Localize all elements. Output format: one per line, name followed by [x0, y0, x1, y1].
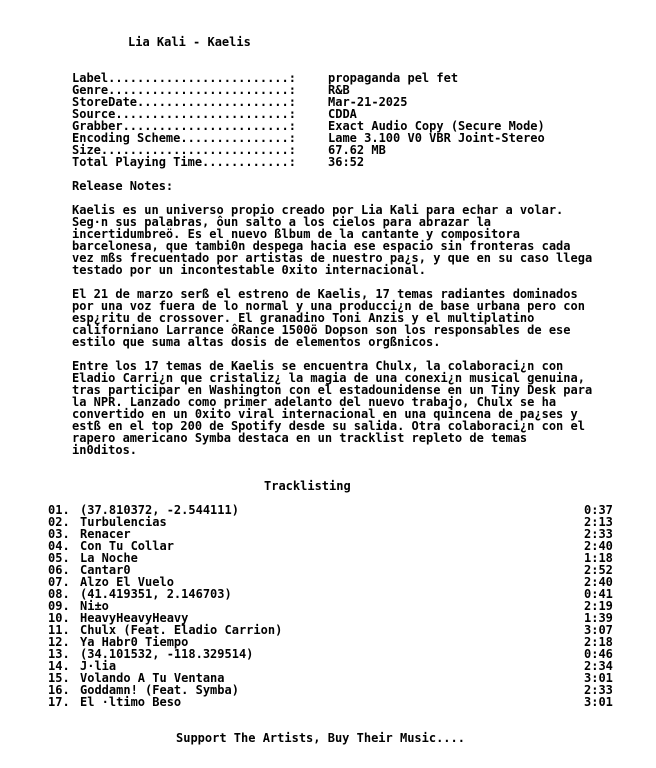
- release-notes-line: esp¿ritu de crossover. El granadino Toni Anzis y el multiplatino: [72, 311, 535, 325]
- info-label: Label.........................:: [72, 71, 304, 85]
- track-title: Goddamn! (Feat. Symba): [80, 683, 239, 697]
- track-number: 12.: [48, 635, 70, 649]
- release-notes-line: Entre los 17 temas de Kaelis se encuentra Chulx, la colaboraci¿n con: [72, 359, 564, 373]
- track-title: Turbulencias: [80, 515, 167, 529]
- track-number: 02.: [48, 515, 70, 529]
- track-duration: 3:07: [584, 623, 613, 637]
- track-title: J·lia: [80, 659, 117, 673]
- info-value: propaganda pel fet: [328, 71, 459, 85]
- track-number: 05.: [48, 551, 70, 565]
- track-duration: 1:18: [584, 551, 613, 565]
- track-title: El ·ltimo Beso: [80, 695, 182, 709]
- info-value: R&B: [328, 83, 350, 97]
- track-title: (41.419351, 2.146703): [80, 587, 232, 601]
- info-value: Lame 3.100 V0 VBR Joint-Stereo: [328, 131, 545, 145]
- release-notes-line: El 21 de marzo serß el estreno de Kaelis, 17 temas radiantes dominados: [72, 287, 578, 301]
- track-title: Renacer: [80, 527, 131, 541]
- info-label: Total Playing Time............:: [72, 155, 304, 169]
- info-value: 36:52: [328, 155, 365, 169]
- track-number: 07.: [48, 575, 70, 589]
- release-notes-line: Kaelis es un universo propio creado por Lia Kali para echar a volar.: [72, 203, 564, 217]
- track-title: (34.101532, -118.329514): [80, 647, 254, 661]
- info-label: StoreDate.....................:: [72, 95, 304, 109]
- release-notes-line: estß en el top 200 de Spotify desde su salida. Otra colaboraci¿n con el: [72, 419, 585, 433]
- release-notes-line: vez mßs frecuentado por artistas de nuestro pa¿s, y que en su caso llega: [72, 251, 593, 265]
- track-title: Ni±o: [80, 599, 109, 613]
- track-duration: 3:01: [584, 695, 613, 709]
- track-number: 04.: [48, 539, 70, 553]
- track-duration: 0:37: [584, 503, 613, 517]
- info-label: Size..........................:: [72, 143, 304, 157]
- track-duration: 2:33: [584, 683, 613, 697]
- track-duration: 2:13: [584, 515, 613, 529]
- release-notes-line: convertido en un 0xito viral internacional en una quincena de pa¿ses y: [72, 407, 578, 421]
- track-number: 11.: [48, 623, 70, 637]
- track-number: 03.: [48, 527, 70, 541]
- track-title: Ya Habr0 Tiempo: [80, 635, 189, 649]
- track-number: 16.: [48, 683, 70, 697]
- track-number: 13.: [48, 647, 70, 661]
- album-title: Lia Kali - Kaelis: [128, 35, 251, 49]
- track-title: Cantar0: [80, 563, 131, 577]
- track-title: Volando A Tu Ventana: [80, 671, 225, 685]
- track-number: 14.: [48, 659, 70, 673]
- track-title: Con Tu Collar: [80, 539, 174, 553]
- release-notes-line: Seg·n sus palabras, ôun salto a los cielos para abrazar la: [72, 215, 492, 229]
- track-duration: 2:40: [584, 575, 613, 589]
- track-duration: 0:41: [584, 587, 613, 601]
- track-duration: 1:39: [584, 611, 613, 625]
- track-duration: 2:40: [584, 539, 613, 553]
- track-duration: 2:18: [584, 635, 613, 649]
- release-notes-line: la NPR. Lanzado como primer adelanto del nuevo trabajo, Chulx se ha: [72, 395, 557, 409]
- release-notes-line: estilo que suma altas dosis de elementos orgßnicos.: [72, 335, 441, 349]
- info-label: Source........................:: [72, 107, 304, 121]
- track-duration: 2:33: [584, 527, 613, 541]
- track-duration: 2:34: [584, 659, 613, 673]
- tracklisting-heading: Tracklisting: [264, 479, 351, 493]
- release-notes-line: testado por un incontestable 0xito internacional.: [72, 263, 427, 277]
- track-number: 17.: [48, 695, 70, 709]
- track-title: Chulx (Feat. Eladio Carrion): [80, 623, 283, 637]
- release-notes-line: Eladio Carri¿n que cristaliz¿ la magia de una conexi¿n musical genuina,: [72, 371, 585, 385]
- track-duration: 2:19: [584, 599, 613, 613]
- track-number: 09.: [48, 599, 70, 613]
- info-value: 67.62 MB: [328, 143, 386, 157]
- track-duration: 3:01: [584, 671, 613, 685]
- info-label: Encoding Scheme...............:: [72, 131, 304, 145]
- track-title: La Noche: [80, 551, 138, 565]
- info-value: Mar-21-2025: [328, 95, 408, 109]
- track-title: Alzo El Vuelo: [80, 575, 174, 589]
- track-title: (37.810372, -2.544111): [80, 503, 239, 517]
- info-value: Exact Audio Copy (Secure Mode): [328, 119, 545, 133]
- release-notes-line: rapero americano Symba destaca en un tracklist repleto de temas: [72, 431, 528, 445]
- track-number: 08.: [48, 587, 70, 601]
- track-number: 06.: [48, 563, 70, 577]
- footer-message: Support The Artists, Buy Their Music....: [176, 731, 465, 745]
- release-notes-line: por una voz fuera de lo normal y una producci¿n de base urbana pero con: [72, 299, 585, 313]
- release-notes-line: in0ditos.: [72, 443, 138, 457]
- release-notes-line: incertidumbreö. Es el nuevo ßlbum de la cantante y compositora: [72, 227, 520, 241]
- track-duration: 2:52: [584, 563, 613, 577]
- track-duration: 0:46: [584, 647, 613, 661]
- release-notes-heading: Release Notes:: [72, 179, 174, 193]
- release-notes-line: californiano Larrance ôRance 1500ö Dopson son los responsables de ese: [72, 323, 571, 337]
- track-number: 15.: [48, 671, 70, 685]
- info-label: Genre.........................:: [72, 83, 304, 97]
- release-notes-line: barcelonesa, que tambi0n despega hacia ese espacio sin fronteras cada: [72, 239, 571, 253]
- track-number: 01.: [48, 503, 70, 517]
- info-value: CDDA: [328, 107, 357, 121]
- release-notes-line: tras participar en Washington con el estadounidense en un Tiny Desk para: [72, 383, 593, 397]
- info-label: Grabber.......................:: [72, 119, 304, 133]
- track-number: 10.: [48, 611, 70, 625]
- track-title: HeavyHeavyHeavy: [80, 611, 189, 625]
